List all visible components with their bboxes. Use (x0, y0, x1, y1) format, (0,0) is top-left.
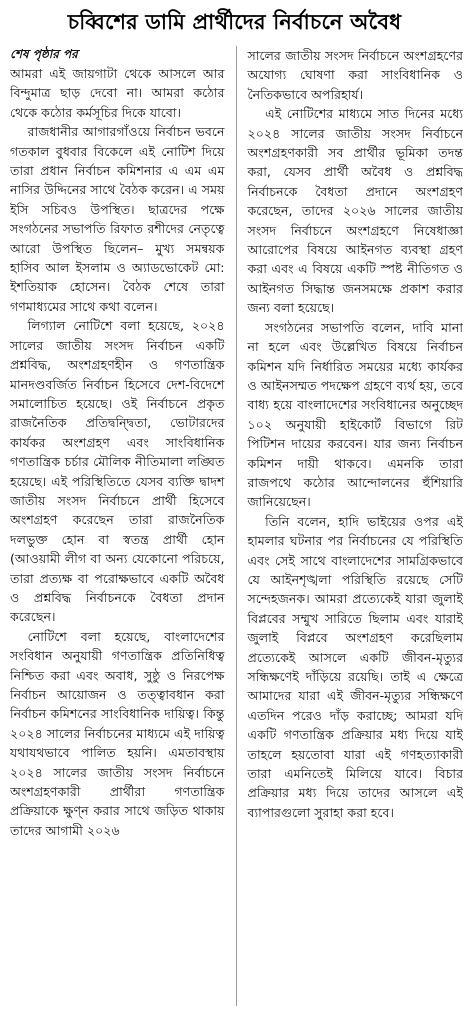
left-column (10, 46, 237, 1006)
paragraph: রাজধানীর আগারগাঁওয়ে নির্বাচন ভবনে গতকাল বুধবার বিকেলে এই নোটিশ দিয়ে তারা প্রধান নির্বাচন কমিশনার এ এম এম নাসির উদ্দিনের সাথে বৈঠক করেন। এ সময় ইসি সচিবও উপস্থিত। ছাত্রদের পক্ষে সংগঠনের সভাপতি রিফাত রশীদের নেতৃত্বে আরো উপস্থিত ছিলেন– মুখ্য সমন্বয়ক হাসিব আল ইসলাম ও অ্যাডভোকেট মো: ইশতিয়াক হোসেন। বৈঠক শেষে তারা গণমাধ্যমের সাথে কথা বলেন। (10, 124, 225, 314)
paragraph: এই নোটিশের মাধ্যমে সাত দিনের মধ্যে ২০২৪ সালের জাতীয় সংসদ নির্বাচনে অংশগ্রহণকারী সব প্রার্থীর ভূমিকা তদন্ত করা, যেসব প্রার্থী অবৈধ ও প্রশ্নবিদ্ধ নির্বাচনকে বৈধতা প্রদানে অংশগ্রহণ করেছেন, তাদের ২০২৬ সালের জাতীয় সংসদ নির্বাচনে অংশগ্রহণে নিষেধাজ্ঞা আরোপের বিষয়ে আইনগত ব্যবস্থা গ্রহণ করা এবং এ বিষয়ে একটি স্পষ্ট নীতিগত ও আইনগত সিদ্ধান্ত জনসমক্ষে প্রকাশ করার জন্য বলা হয়েছে। (247, 106, 463, 316)
headline: চব্বিশের ডামি প্রার্থীদের নির্বাচনে অবৈধ (67, 10, 402, 34)
paragraph: আমরা এই জায়গাটা থেকে আসলে আর বিন্দুমাত্র ছাড় দেবো না। আমরা কঠোর থেকে কঠোর কর্মসূচির দিকে যাবো। (10, 66, 225, 120)
article-columns (10, 46, 463, 1006)
paragraph: লিগ্যাল নোটিশে বলা হয়েছে, ২০২৪ সালের জাতীয় সংসদ নির্বাচন একটি প্রশ্নবিদ্ধ, অংশগ্রহণহীন ও গণতান্ত্রিক মানদণ্ডবর্জিত নির্বাচন হিসেবে দেশ-বিদেশে সমালোচিত হয়েছে। ওই নির্বাচনে প্রকৃত রাজনৈতিক প্রতিদ্বন্দ্বিতা, ভোটারদের কার্যকর অংশগ্রহণ এবং সাংবিধানিক গণতান্ত্রিক চর্চার মৌলিক নীতিমালা লঙ্ঘিত হয়েছে। এই পরিস্থিতিতে যেসব ব্যক্তি দ্বাদশ জাতীয় সংসদ নির্বাচনে প্রার্থী হিসেবে অংশগ্রহণ করেছেন তারা রাজনৈতিক দলভুক্ত হোন বা স্বতন্ত্র প্রার্থী হোন (আওয়ামী লীগ বা অন্য যেকোনো পরিচয়ে, তারা প্রত্যক্ষ বা পরোক্ষভাবে একটি অবৈধ ও প্রশ্নবিদ্ধ নির্বাচনকে বৈধতা প্রদান করেছেন। (10, 318, 225, 625)
paragraph: তিনি বলেন, হাদি ভাইয়ের ওপর এই হামলার ঘটনার পর নির্বাচনের যে পরিস্থিতি এবং সেই সাথে বাংলাদেশের সামগ্রিকভাবে যে আইনশৃঙ্খলা পরিস্থিতি রয়েছে সেটি সন্দেহজনক। আমরা প্রত্যেকেই যারা জুলাই বিপ্লবের সম্মুখ সারিতে ছিলাম এবং যারাই জুলাই বিপ্লবে অংশগ্রহণ করেছিলাম প্রত্যেকেই আসলে একটি জীবন-মৃত্যুর সন্ধিক্ষণেই দাঁড়িয়ে রয়েছি। তাই এ ক্ষেত্রে আমাদের যারা এই জীবন-মৃত্যুর সন্ধিক্ষণে এতদিন পরেও দাঁড় করাচ্ছে; আমরা যদি একটি গণতান্ত্রিক প্রক্রিয়ার মধ্য দিয়ে যাই তাহলে হয়তোবা যারা এই গণহত্যাকারী তারা এমনিতেই মিলিয়ে যাবে। বিচার প্রক্রিয়ার মধ্য দিয়ে তাদের আসলে এই ব্যাপারগুলো সুরাহা করা হবে। (247, 513, 463, 820)
paragraph: সংগঠনের সভাপতি বলেন, দাবি মানা না হলে এবং উল্লেখিত বিষয়ে নির্বাচন কমিশন যদি নির্ধারিত সময়ের মধ্যে কার্যকর ও আইনসম্মত পদক্ষেপ গ্রহণে ব্যর্থ হয়, তবে বাধ্য হয়ে বাংলাদেশের সংবিধানের অনুচ্ছেদ ১০২ অনুযায়ী হাইকোর্ট বিভাগে রিট পিটিশন দায়ের করবেন। যার জন্য নির্বাচন কমিশন দায়ী থাকবে। এমনকি তারা রাজপথে কঠোর আন্দোলনের হুঁশিয়ারি জানিয়েছেন। (247, 319, 463, 510)
paragraph: নোটিশে বলা হয়েছে, বাংলাদেশের সংবিধান অনুযায়ী গণতান্ত্রিক প্রতিনিধিত্ব নিশ্চিত করা এবং অবাধ, সুষ্ঠু ও নিরপেক্ষ নির্বাচন আয়োজন ও তত্ত্বাবধান করা নির্বাচন কমিশনের সাংবিধানিক দায়িত্ব। কিন্তু ২০২৪ সালের নির্বাচনের মাধ্যমে এই দায়িত্ব যথাযথভাবে পালিত হয়নি। এমতাবস্থায় ২০২৪ সালের জাতীয় সংসদ নির্বাচনে অংশগ্রহণকারী প্রার্থীরা গণতান্ত্রিক প্রক্রিয়াকে ক্ষুণ্ন করার সাথে জড়িত থাকায় তাদের আগামী ২০২৬ (10, 628, 225, 838)
continued-label: শেষ পৃষ্ঠার পর (10, 47, 78, 61)
paragraph: সালের জাতীয় সংসদ নির্বাচনে অংশগ্রহণের অযোগ্য ঘোষণা করা সাংবিধানিক ও নৈতিকভাবে অপরিহার্য। (247, 48, 463, 102)
right-column (237, 46, 464, 1006)
